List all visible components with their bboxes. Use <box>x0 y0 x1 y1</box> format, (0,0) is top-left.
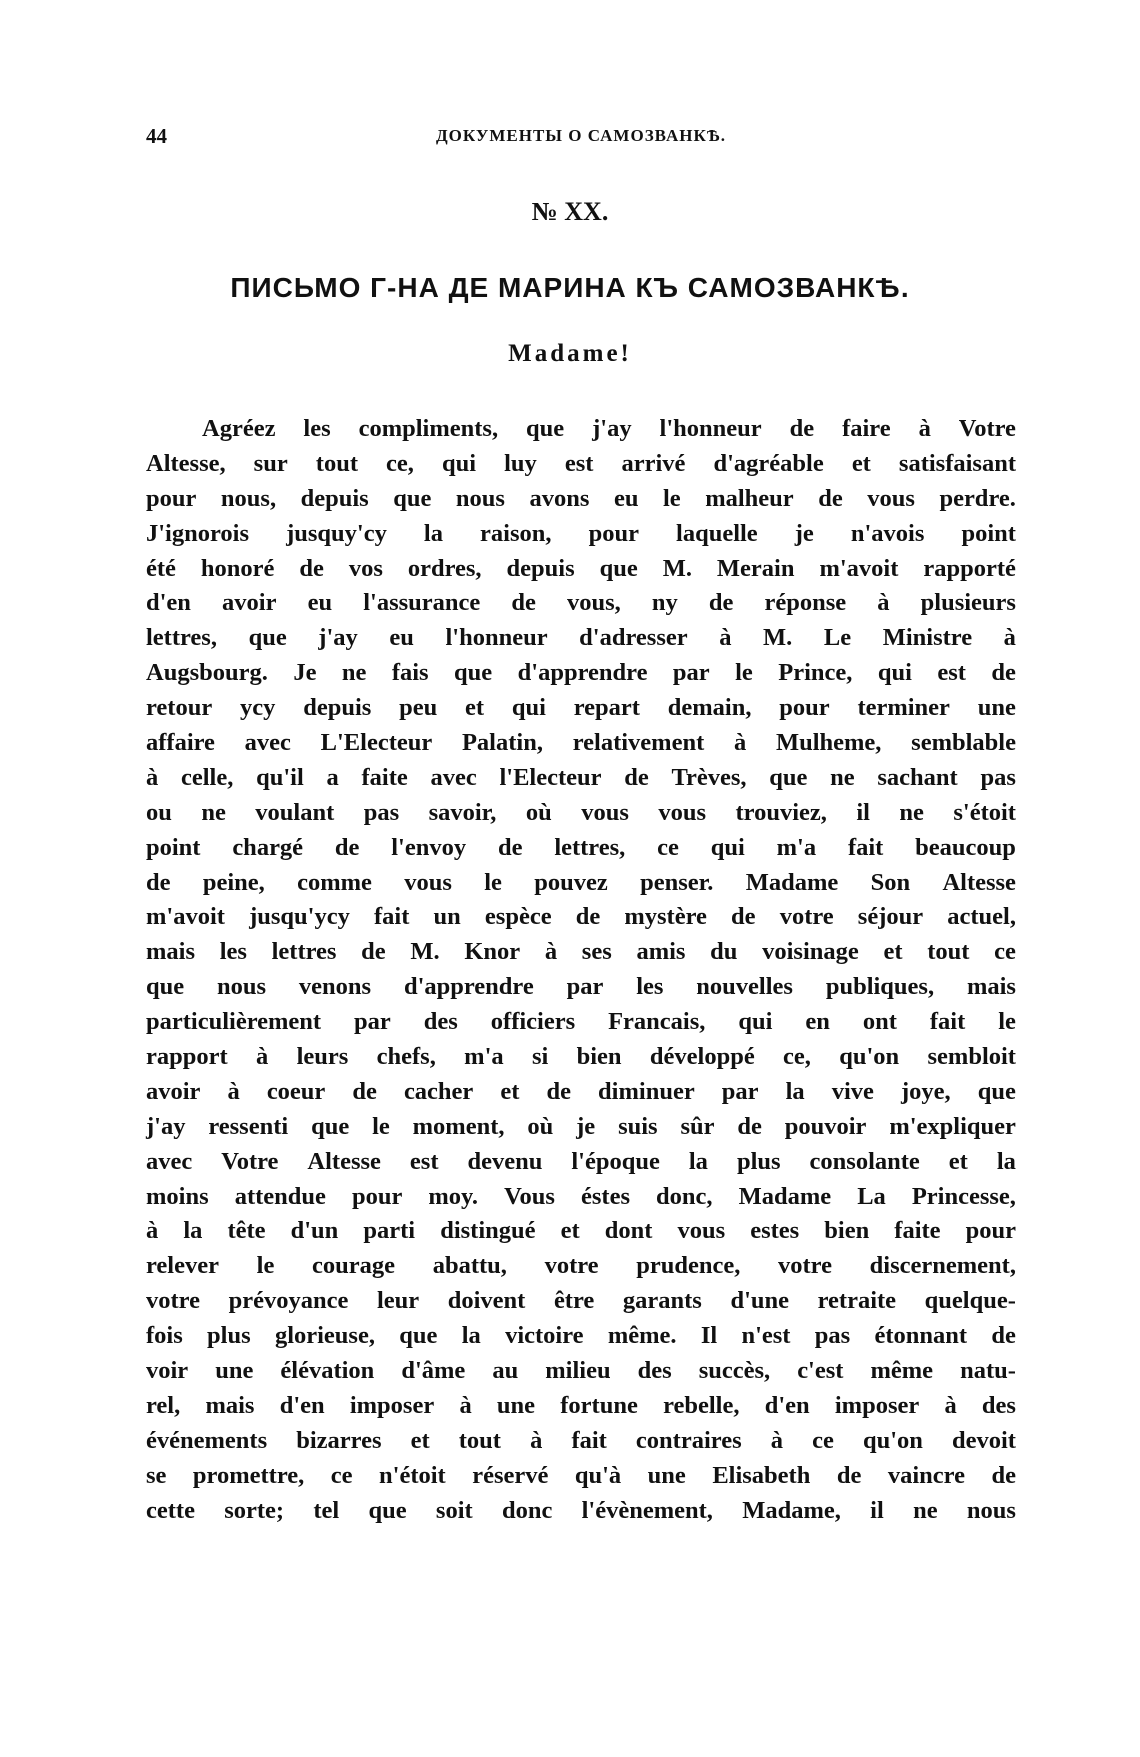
text-line: rapport à leurs chefs, m'a si bien développé ce, qu'on sembloit <box>146 1043 1016 1071</box>
text-line: relever le courage abattu, votre prudence, votre discernement, <box>146 1252 1016 1280</box>
text-line: mais les lettres de M. Knor à ses amis du voisinage et tout ce <box>146 938 1016 966</box>
text-line: particulièrement par des officiers Francais, qui en ont fait le <box>146 1008 1016 1036</box>
page-number: 44 <box>146 124 167 148</box>
text-line: d'en avoir eu l'assurance de vous, ny de réponse à plusieurs <box>146 589 1016 617</box>
running-head <box>146 124 1016 154</box>
text-line: point chargé de l'envoy de lettres, ce qui m'a fait beaucoup <box>146 833 1016 861</box>
text-line: été honoré de vos ordres, depuis que M. Merain m'avoit rapporté <box>146 554 1016 582</box>
letter-body <box>146 412 1016 1529</box>
text-line: pour nous, depuis que nous avons eu le malheur de vous perdre. <box>146 484 1016 512</box>
text-line: avoir à coeur de cacher et de diminuer par la vive joye, que <box>146 1077 1016 1105</box>
text-line: à celle, qu'il a faite avec l'Electeur de Trèves, que ne sachant pas <box>146 763 1016 791</box>
text-line: retour ycy depuis peu et qui repart demain, pour terminer une <box>146 694 1016 722</box>
text-line: lettres, que j'ay eu l'honneur d'adresser à M. Le Ministre à <box>146 624 1016 652</box>
text-line: voir une élévation d'âme au milieu des succès, c'est même natu- <box>146 1357 1016 1385</box>
text-line: j'ay ressenti que le moment, où je suis sûr de pouvoir m'expliquer <box>146 1112 1016 1140</box>
document-title: ПИСЬМО Г-НА ДЕ МАРИНА КЪ САМОЗВАНКѢ. <box>230 272 910 303</box>
text-line: Augsbourg. Je ne fais que d'apprendre par le Prince, qui est de <box>146 659 1016 687</box>
text-line: que nous venons d'apprendre par les nouvelles publiques, mais <box>146 973 1016 1001</box>
text-line: Altesse, sur tout ce, qui luy est arrivé d'agréable et satisfaisant <box>146 449 1016 477</box>
text-line: se promettre, ce n'étoit réservé qu'à une Elisabeth de vaincre de <box>146 1461 1016 1489</box>
text-line: événements bizarres et tout à fait contraires à ce qu'on devoit <box>146 1426 1016 1454</box>
text-line: J'ignorois jusquy'cy la raison, pour laquelle je n'avois point <box>146 519 1016 547</box>
text-line: votre prévoyance leur doivent être garants d'une retraite quelque- <box>146 1287 1016 1315</box>
text-line: Agréez les compliments, que j'ay l'honneur de faire à Votre <box>202 415 1016 442</box>
salutation: Madame! <box>508 340 632 367</box>
text-line: rel, mais d'en imposer à une fortune rebelle, d'en imposer à des <box>146 1391 1016 1419</box>
text-line: cette sorte; tel que soit donc l'évènement, Madame, il ne nous <box>146 1496 1016 1524</box>
document-number: № XX. <box>531 197 609 226</box>
text-line: ou ne voulant pas savoir, où vous vous trouviez, il ne s'étoit <box>146 798 1016 826</box>
text-line: fois plus glorieuse, que la victoire même. Il n'est pas étonnant de <box>146 1322 1016 1350</box>
text-line: affaire avec L'Electeur Palatin, relativement à Mulheme, semblable <box>146 729 1016 757</box>
text-line: moins attendue pour moy. Vous éstes donc, Madame La Princesse, <box>146 1182 1016 1210</box>
running-title: ДОКУМЕНТЫ О САМОЗВАНКѢ. <box>435 126 727 145</box>
text-line: à la tête d'un parti distingué et dont vous estes bien faite pour <box>146 1217 1016 1245</box>
text-line: m'avoit jusqu'ycy fait un espèce de mystère de votre séjour actuel, <box>146 903 1016 931</box>
text-line: avec Votre Altesse est devenu l'époque la plus consolante et la <box>146 1147 1016 1175</box>
text-line: de peine, comme vous le pouvez penser. Madame Son Altesse <box>146 868 1016 896</box>
